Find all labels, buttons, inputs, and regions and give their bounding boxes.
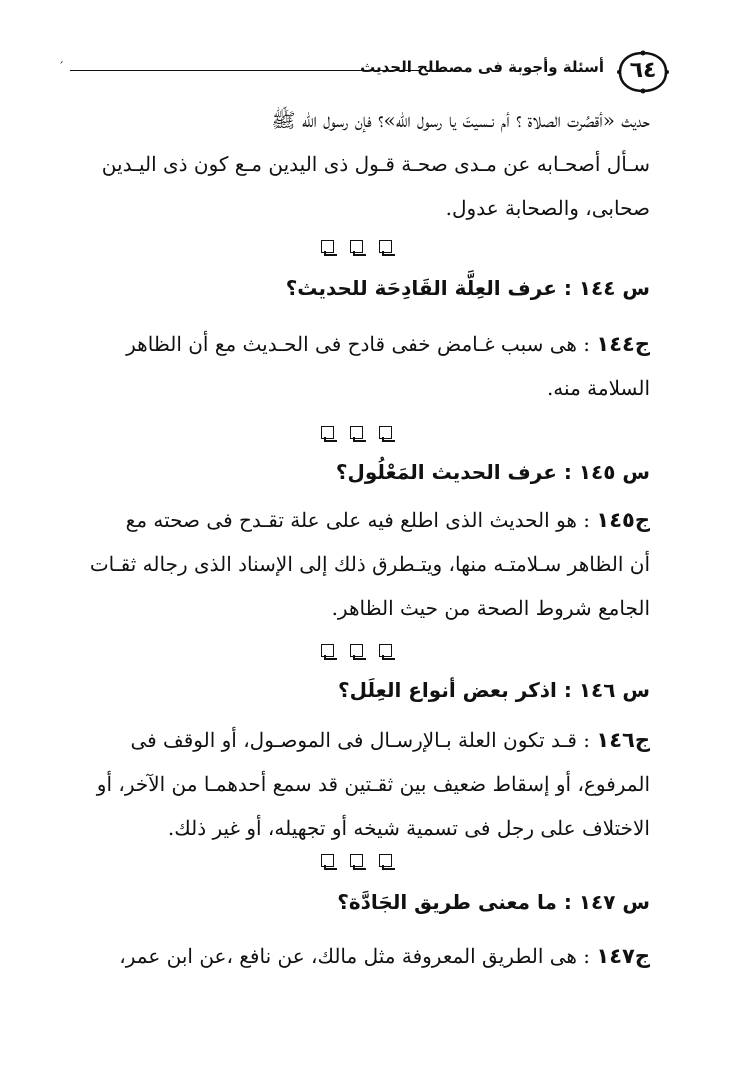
answer-label: ج١٤٥ bbox=[596, 508, 650, 532]
text-line: السلامة منه. bbox=[546, 376, 650, 400]
qa-block bbox=[62, 460, 650, 484]
page-number-ornament bbox=[616, 50, 670, 94]
square-bullet-icon bbox=[379, 644, 392, 657]
text-line: صحابى، والصحابة عدول. bbox=[445, 196, 650, 220]
paragraph bbox=[62, 98, 650, 230]
square-bullet-icon bbox=[350, 240, 363, 253]
answer-label: ج١٤٧ bbox=[596, 944, 650, 968]
text-line bbox=[62, 718, 650, 762]
question-heading: س ١٤٧ : ما معنى طريق الجَادَّة؟ bbox=[337, 890, 650, 914]
page-header bbox=[58, 50, 670, 94]
answer-text: : هى سبب غـامض خفى قادح فى الحـديث مع أن الظاهر bbox=[126, 332, 597, 356]
question-heading: س ١٤٦ : اذكر بعض أنواع العِلَل؟ bbox=[338, 678, 650, 702]
answer-label: ج١٤٦ bbox=[596, 728, 650, 752]
square-bullet-icon bbox=[379, 426, 392, 439]
answer-text: : هى الطريق المعروفة مثل مالك، عن نافع ،عن ابن عمر، bbox=[119, 944, 597, 968]
square-bullet-icon bbox=[350, 854, 363, 867]
text-block bbox=[62, 98, 650, 230]
square-bullet-icon bbox=[321, 854, 334, 867]
header-rule bbox=[70, 70, 420, 71]
paragraph bbox=[62, 934, 650, 978]
paragraph bbox=[62, 498, 650, 630]
question-heading: س ١٤٥ : عرف الحديث المَعْلُول؟ bbox=[335, 460, 650, 484]
separator bbox=[62, 422, 650, 441]
qa-block bbox=[62, 678, 650, 702]
page-number: ٦٤ bbox=[629, 58, 657, 83]
text-line bbox=[62, 322, 650, 366]
square-bullet-icon bbox=[379, 854, 392, 867]
square-bullet-icon bbox=[379, 240, 392, 253]
paragraph bbox=[62, 322, 650, 410]
qa-block bbox=[62, 890, 650, 914]
text-line: أن الظاهر سـلامتـه منها، ويتـطرق ذلك إلى الإسناد الذى رجاله ثقـات bbox=[89, 552, 650, 576]
separator bbox=[62, 640, 650, 659]
text-line bbox=[62, 934, 650, 978]
answer-text: : هو الحديث الذى اطلع فيه على علة تقـدح فى صحته مع bbox=[125, 508, 597, 532]
square-bullet-icon bbox=[321, 644, 334, 657]
answer bbox=[62, 934, 650, 978]
text-line: المرفوع، أو إسقاط ضعيف بين ثقـتين قد سمع أحدهمـا من الآخر، أو bbox=[96, 772, 650, 796]
separator bbox=[62, 236, 650, 255]
paragraph bbox=[62, 718, 650, 850]
square-bullet-icon bbox=[321, 426, 334, 439]
text-line: الجامع شروط الصحة من حيث الظاهر. bbox=[331, 596, 650, 620]
corner-mark-icon: ˊ bbox=[58, 60, 64, 74]
text-line bbox=[62, 498, 650, 542]
running-title: أسئلة وأجوبة فى مصطلح الحديث bbox=[360, 58, 604, 76]
answer bbox=[62, 498, 650, 630]
question-heading: س ١٤٤ : عرف العِلَّة القَادِحَة للحديث؟ bbox=[285, 276, 650, 300]
text-line: الاختلاف على رجل فى تسمية شيخه أو تجهيله، أو غير ذلك. bbox=[167, 816, 650, 840]
separator bbox=[62, 850, 650, 869]
square-bullet-icon bbox=[321, 240, 334, 253]
text-line: حديث «أقصُرت الصلاة ؟ أم نـسيتَ يا رسول الله»؟ فإن رسول الله ﷺ bbox=[271, 108, 650, 132]
answer bbox=[62, 718, 650, 850]
square-bullet-icon bbox=[350, 426, 363, 439]
square-bullet-icon bbox=[350, 644, 363, 657]
answer bbox=[62, 322, 650, 410]
answer-label: ج١٤٤ bbox=[596, 332, 650, 356]
text-line: سـأل أصحـابه عن مـدى صحـة قـول ذى اليدين مـع كون ذى اليـدين bbox=[101, 152, 650, 176]
answer-text: : قـد تكون العلة بـالإرسـال فى الموصـول، أو الوقف فى bbox=[130, 728, 597, 752]
qa-block bbox=[62, 276, 650, 300]
